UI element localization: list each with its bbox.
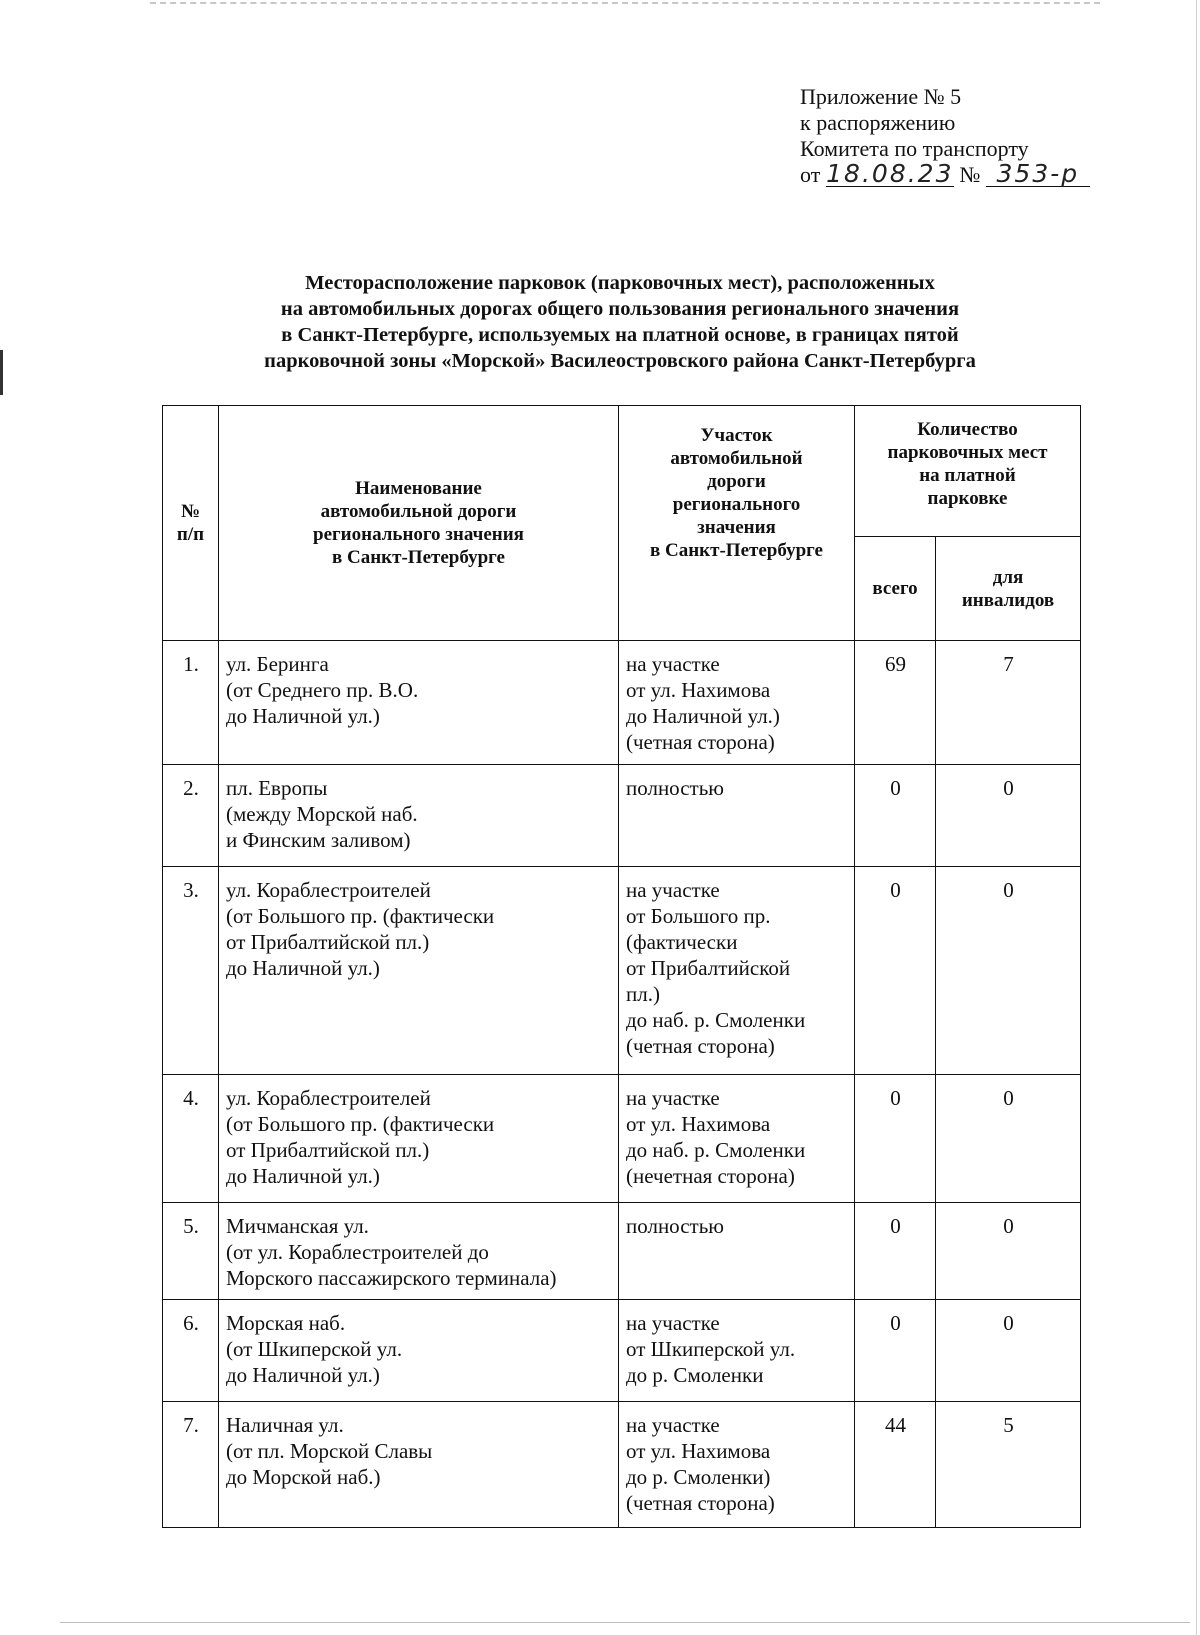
row-num: 1. — [163, 641, 219, 765]
row-disabled: 0 — [936, 1300, 1081, 1402]
row-road: ул. Беринга (от Среднего пр. В.О. до Наличной ул.) — [219, 641, 619, 765]
date-prefix: от — [800, 162, 821, 187]
row-num: 6. — [163, 1300, 219, 1402]
row-road: ул. Кораблестроителей (от Большого пр. (фактически от Прибалтийской пл.) до Наличной ул.) — [219, 1075, 619, 1203]
row-disabled: 0 — [936, 1075, 1081, 1203]
parking-table — [162, 405, 1081, 1528]
document-title: Месторасположение парковок (парковочных мест), расположенных на автомобильных дорогах общего пользования регионального значения в Санкт-Петербурге, используемых на платной основе, в границах пятой парковочной зоны «Морской» Василеостровского района Санкт-Петербурга — [264, 272, 976, 372]
row-section: на участке от Шкиперской ул. до р. Смоленки — [619, 1300, 855, 1402]
row-num: 7. — [163, 1402, 219, 1528]
row-num: 2. — [163, 765, 219, 867]
handwritten-number: 353-р — [986, 162, 1090, 187]
row-disabled: 0 — [936, 765, 1081, 867]
row-road: Морская наб. (от Шкиперской ул. до Наличной ул.) — [219, 1300, 619, 1402]
header-road: Наименование автомобильной дороги регионального значения в Санкт-Петербурге — [219, 406, 619, 641]
appendix-date-line — [800, 159, 1130, 188]
row-disabled: 0 — [936, 1203, 1081, 1300]
handwritten-date: 18.08.23 — [826, 159, 954, 188]
row-total: 0 — [855, 765, 936, 867]
header-total: всего — [855, 537, 936, 641]
row-total: 0 — [855, 867, 936, 1075]
row-road: ул. Кораблестроителей (от Большого пр. (фактически от Прибалтийской пл.) до Наличной ул.) — [219, 867, 619, 1075]
table-row — [163, 1075, 1081, 1203]
row-total: 44 — [855, 1402, 936, 1528]
scan-artifact-top — [150, 2, 1100, 6]
header-count-group: Количество парковочных мест на платной парковке — [855, 406, 1081, 537]
table-row — [163, 867, 1081, 1075]
row-section: полностью — [619, 1203, 855, 1300]
row-road: Мичманская ул. (от ул. Кораблестроителей до Морского пассажирского терминала) — [219, 1203, 619, 1300]
table-row — [163, 1300, 1081, 1402]
header-num: № п/п — [163, 406, 219, 641]
row-section: полностью — [619, 765, 855, 867]
row-total: 69 — [855, 641, 936, 765]
table-row — [163, 1402, 1081, 1528]
number-sign: № — [959, 162, 981, 187]
scan-artifact-right-edge — [1196, 0, 1197, 1635]
appendix-committee: Комитета по транспорту — [800, 136, 1029, 161]
header-section: Участок автомобильной дороги регионального значения в Санкт-Петербурге — [619, 406, 855, 641]
appendix-header — [800, 84, 1130, 188]
scan-artifact-left-edge — [0, 350, 3, 395]
header-disabled: для инвалидов — [936, 537, 1081, 641]
row-total: 0 — [855, 1203, 936, 1300]
row-num: 3. — [163, 867, 219, 1075]
row-total: 0 — [855, 1300, 936, 1402]
row-disabled: 7 — [936, 641, 1081, 765]
row-section: на участке от Большого пр. (фактически от Прибалтийской пл.) до наб. р. Смоленки (четная сторона) — [619, 867, 855, 1075]
table-header-row — [163, 406, 1081, 537]
row-disabled: 0 — [936, 867, 1081, 1075]
appendix-order-label: к распоряжению — [800, 110, 956, 135]
table-row — [163, 641, 1081, 765]
row-num: 5. — [163, 1203, 219, 1300]
row-road: Наличная ул. (от пл. Морской Славы до Морской наб.) — [219, 1402, 619, 1528]
scan-artifact-bottom — [60, 1622, 1190, 1624]
table-row — [163, 765, 1081, 867]
row-section: на участке от ул. Нахимова до Наличной ул.) (четная сторона) — [619, 641, 855, 765]
table-row — [163, 1203, 1081, 1300]
appendix-number: Приложение № 5 — [800, 84, 962, 109]
row-disabled: 5 — [936, 1402, 1081, 1528]
row-section: на участке от ул. Нахимова до наб. р. Смоленки (нечетная сторона) — [619, 1075, 855, 1203]
row-num: 4. — [163, 1075, 219, 1203]
row-total: 0 — [855, 1075, 936, 1203]
row-road: пл. Европы (между Морской наб. и Финским заливом) — [219, 765, 619, 867]
row-section: на участке от ул. Нахимова до р. Смоленки) (четная сторона) — [619, 1402, 855, 1528]
